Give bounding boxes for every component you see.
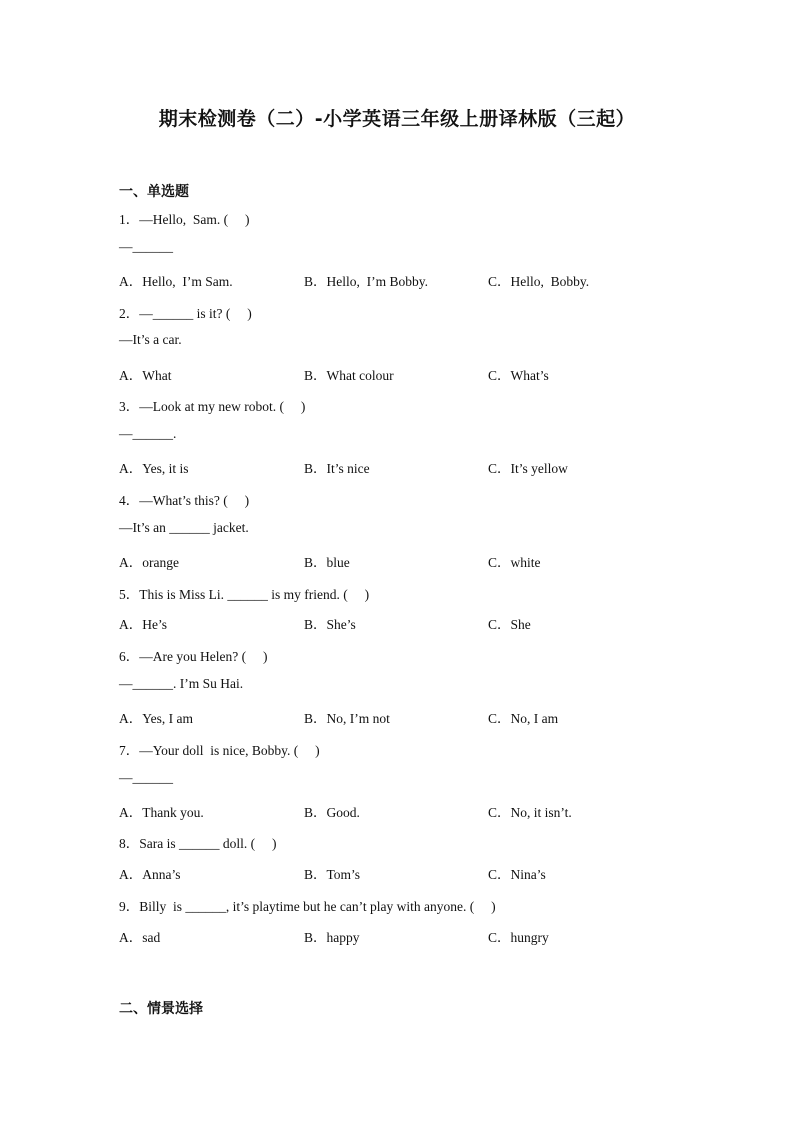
- question-6-option-b[interactable]: B．No, I’m not: [304, 711, 390, 726]
- question-1-options: [119, 270, 679, 288]
- question-2-prompt: 2．—______ is it? ( ): [119, 306, 252, 321]
- question-4-options: [119, 551, 679, 569]
- question-5-options: [119, 613, 679, 631]
- question-4-option-c[interactable]: C．white: [488, 555, 541, 570]
- question-3-prompt: 3．—Look at my new robot. ( ): [119, 399, 306, 414]
- question-6-answer-line: —______. I’m Su Hai.: [119, 676, 244, 691]
- question-1-answer-line: —______: [119, 239, 173, 254]
- question-2-option-b[interactable]: B．What colour: [304, 368, 394, 383]
- question-5-prompt: 5．This is Miss Li. ______ is my friend. ( ): [119, 587, 370, 602]
- question-6-option-c[interactable]: C．No, I am: [488, 711, 559, 726]
- question-8-prompt: 8．Sara is ______ doll. ( ): [119, 836, 277, 851]
- question-6-prompt: 6．—Are you Helen? ( ): [119, 649, 268, 664]
- question-7-option-c[interactable]: C．No, it isn’t.: [488, 805, 572, 820]
- question-9-option-c[interactable]: C．hungry: [488, 930, 549, 945]
- question-7-option-b[interactable]: B．Good.: [304, 805, 360, 820]
- question-6-option-a[interactable]: A．Yes, I am: [119, 711, 194, 726]
- question-3-option-a[interactable]: A．Yes, it is: [119, 461, 189, 476]
- question-2-options: [119, 364, 679, 382]
- question-1-option-c[interactable]: C．Hello, Bobby.: [488, 274, 590, 289]
- question-4-answer-line: —It’s an ______ jacket.: [119, 520, 249, 535]
- question-4-option-b[interactable]: B．blue: [304, 555, 350, 570]
- question-3-option-b[interactable]: B．It’s nice: [304, 461, 370, 476]
- question-4-option-a[interactable]: A．orange: [119, 555, 179, 570]
- question-8-option-a[interactable]: A．Anna’s: [119, 867, 181, 882]
- question-8-option-b[interactable]: B．Tom’s: [304, 867, 361, 882]
- question-9-options: [119, 926, 679, 944]
- question-4-prompt: 4．—What’s this? ( ): [119, 493, 250, 508]
- question-7-option-a[interactable]: A．Thank you.: [119, 805, 204, 820]
- question-8-option-c[interactable]: C．Nina’s: [488, 867, 546, 882]
- question-5-option-a[interactable]: A．He’s: [119, 617, 167, 632]
- question-1-prompt: 1．—Hello, Sam. ( ): [119, 212, 250, 227]
- question-2-answer-line: —It’s a car.: [119, 332, 182, 347]
- question-7-options: [119, 801, 679, 819]
- page-title: 期末检测卷（二）-小学英语三年级上册译林版（三起）: [158, 108, 636, 130]
- question-7-prompt: 7．—Your doll is nice, Bobby. ( ): [119, 743, 320, 758]
- section-heading-situational-choice: 二、情景选择: [119, 1001, 203, 1017]
- question-5-option-b[interactable]: B．She’s: [304, 617, 356, 632]
- question-3-answer-line: —______.: [119, 426, 177, 441]
- question-3-option-c[interactable]: C．It’s yellow: [488, 461, 568, 476]
- question-9-option-a[interactable]: A．sad: [119, 930, 161, 945]
- question-9-option-b[interactable]: B．happy: [304, 930, 360, 945]
- question-5-option-c[interactable]: C．She: [488, 617, 531, 632]
- question-1-option-a[interactable]: A．Hello, I’m Sam.: [119, 274, 233, 289]
- question-8-options: [119, 863, 679, 881]
- question-3-options: [119, 457, 679, 475]
- section-heading-single-choice: 一、单选题: [119, 184, 189, 200]
- question-7-answer-line: —______: [119, 770, 173, 785]
- question-9-prompt: 9．Billy is ______, it’s playtime but he can’t play with anyone. ( ): [119, 899, 496, 914]
- question-1-option-b[interactable]: B．Hello, I’m Bobby.: [304, 274, 428, 289]
- question-6-options: [119, 707, 679, 725]
- question-2-option-c[interactable]: C．What’s: [488, 368, 549, 383]
- question-2-option-a[interactable]: A．What: [119, 368, 172, 383]
